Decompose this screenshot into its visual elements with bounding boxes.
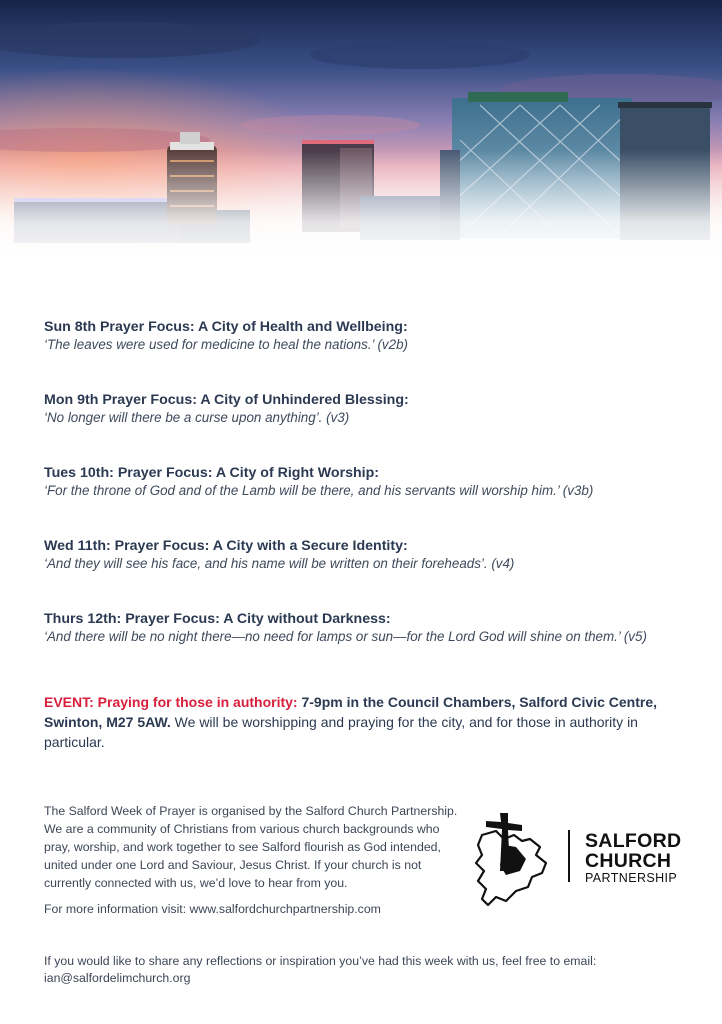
event-location: 7-9pm in the Council Chambers, Salford Civic Centre, Swinton, M27 5AW. <box>44 694 657 730</box>
prayer-focus-title: Tues 10th: Prayer Focus: A City of Right Worship: <box>44 465 380 481</box>
prayer-focus-title: Thurs 12th: Prayer Focus: A City without Darkness: <box>44 611 391 627</box>
more-info-link[interactable]: For more information visit: www.salfordchurchpartnership.com <box>44 902 381 916</box>
prayer-focus-item <box>44 318 694 354</box>
skyline-hero-image <box>0 0 722 270</box>
prayer-focus-list <box>44 318 694 683</box>
event-description: We will be worshipping and praying for the city, and for those in authority in particular. <box>44 714 638 750</box>
logo-line-salford: SALFORD <box>585 830 682 852</box>
logo-line-partnership: PARTNERSHIP <box>585 871 678 885</box>
event-notice <box>44 692 684 752</box>
prayer-focus-item <box>44 610 694 646</box>
prayer-focus-item <box>44 537 694 573</box>
prayer-focus-item <box>44 391 694 427</box>
prayer-focus-verse: ‘And there will be no night there—no need for lamps or sun—for the Lord God will shine on them.’ (v5) <box>44 629 647 644</box>
prayer-focus-title: Mon 9th Prayer Focus: A City of Unhindered Blessing: <box>44 392 409 408</box>
share-reflections-text: If you would like to share any reflections or inspiration you’ve had this week with us, feel free to email: ian@salfordelimchurch.org <box>44 954 597 985</box>
about-partnership <box>44 802 464 892</box>
prayer-focus-title: Wed 11th: Prayer Focus: A City with a Secure Identity: <box>44 538 408 554</box>
event-label: EVENT: Praying for those in authority: <box>44 694 298 710</box>
prayer-focus-verse: ‘For the throne of God and of the Lamb will be there, and his servants will worship him.’ (v3b) <box>44 483 594 498</box>
logo-line-church: CHURCH <box>585 850 672 872</box>
prayer-focus-verse: ‘No longer will there be a curse upon anything’. (v3) <box>44 410 350 425</box>
prayer-focus-verse: ‘And they will see his face, and his name will be written on their foreheads’. (v4) <box>44 556 515 571</box>
logo-wordmark <box>585 831 681 886</box>
prayer-focus-item <box>44 464 694 500</box>
about-text: The Salford Week of Prayer is organised by the Salford Church Partnership. We are a community of Christians from various church backgrounds who pray, worship, and work together to see Salford flourish as God intended, united under one Lord and Saviour, Jesus Christ. If your church is not currently connected with us, we’d love to hear from you. <box>44 804 458 890</box>
prayer-focus-title: Sun 8th Prayer Focus: A City of Health and Wellbeing: <box>44 319 408 335</box>
prayer-focus-verse: ‘The leaves were used for medicine to heal the nations.’ (v2b) <box>44 337 408 352</box>
logo-divider <box>568 830 570 882</box>
